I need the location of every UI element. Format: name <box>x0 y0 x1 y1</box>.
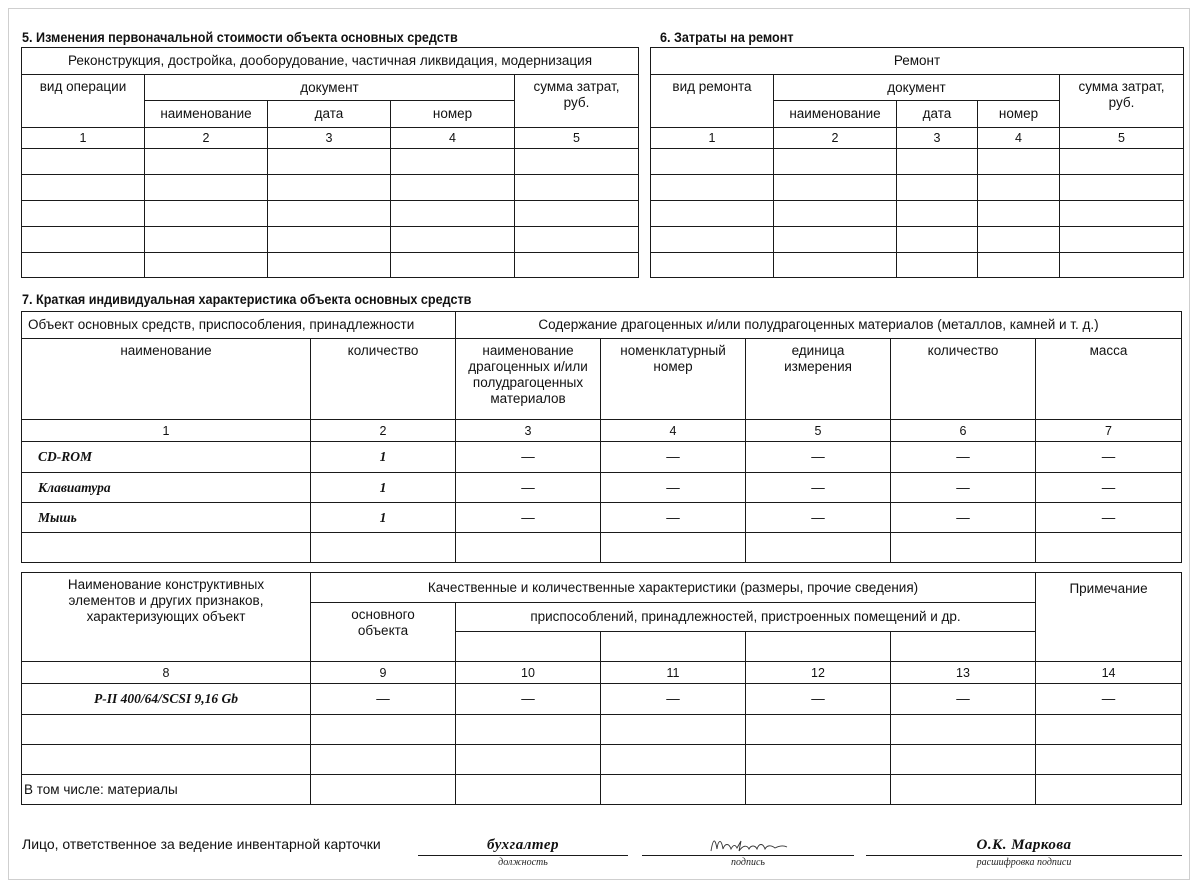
col-number: 3 <box>268 128 391 149</box>
table-cell <box>391 201 515 227</box>
empty-row <box>22 745 1182 775</box>
empty-row <box>651 253 1184 278</box>
object-quantity: 1 <box>311 442 456 473</box>
table-cell <box>22 533 311 563</box>
table-cell <box>651 253 774 278</box>
table-cell <box>311 715 456 745</box>
table-cell <box>891 533 1036 563</box>
section5-header: Реконструкция, достройка, дооборудование, частичная ликвидация, модернизация <box>22 48 639 75</box>
table-cell <box>391 227 515 253</box>
empty-row <box>22 149 639 175</box>
section6-header: Ремонт <box>651 48 1184 75</box>
table-cell <box>978 149 1060 175</box>
table-cell <box>1036 745 1182 775</box>
col-doc-name: наименование <box>145 101 268 128</box>
table-cell <box>601 745 746 775</box>
object-name: Мышь <box>22 503 311 533</box>
table-cell <box>515 175 639 201</box>
table-cell: — <box>456 503 601 533</box>
table-cell: — <box>601 503 746 533</box>
col-doc-number: номер <box>978 101 1060 128</box>
table-cell: — <box>601 684 746 715</box>
table-cell <box>601 533 746 563</box>
empty-row <box>22 201 639 227</box>
table-cell <box>145 253 268 278</box>
table-cell <box>774 227 897 253</box>
col-number: 9 <box>311 662 456 684</box>
col-note: Примечание <box>1036 573 1182 662</box>
table-cell <box>651 227 774 253</box>
name-field <box>866 835 1182 869</box>
table-cell: — <box>456 442 601 473</box>
col-cost-sum: сумма затрат, руб. <box>515 75 639 128</box>
table-cell <box>746 715 891 745</box>
table-cell <box>891 775 1036 805</box>
table-cell <box>746 632 891 662</box>
table-cell <box>515 227 639 253</box>
col-number: 4 <box>978 128 1060 149</box>
table-cell: — <box>891 684 1036 715</box>
table-cell <box>897 227 978 253</box>
col-quantity-2: количество <box>891 339 1036 420</box>
table-cell <box>22 149 145 175</box>
col-main-object: основного объекта <box>311 603 456 662</box>
table-cell <box>456 775 601 805</box>
col-number: 7 <box>1036 420 1182 442</box>
table-cell <box>891 715 1036 745</box>
table-cell <box>515 149 639 175</box>
col-doc-number: номер <box>391 101 515 128</box>
table-cell <box>978 201 1060 227</box>
table-row <box>22 503 1182 533</box>
table-cell <box>897 175 978 201</box>
col-number: 5 <box>515 128 639 149</box>
table-cell: — <box>601 473 746 503</box>
table-cell <box>601 632 746 662</box>
col-number: 13 <box>891 662 1036 684</box>
position-value: бухгалтер <box>418 835 628 856</box>
table-cell <box>456 715 601 745</box>
table-cell <box>897 149 978 175</box>
table-cell: — <box>1036 503 1182 533</box>
table-cell <box>746 533 891 563</box>
table-cell <box>1060 149 1184 175</box>
position-caption: должность <box>498 857 548 868</box>
table-cell <box>978 175 1060 201</box>
col-unit: единица измерения <box>746 339 891 420</box>
table-row <box>22 775 1182 805</box>
name-value: О.К. Маркова <box>866 835 1182 856</box>
table-cell <box>601 715 746 745</box>
col-quantity: количество <box>311 339 456 420</box>
table-cell <box>456 632 601 662</box>
table-cell: — <box>891 503 1036 533</box>
col-number: 14 <box>1036 662 1182 684</box>
table-cell <box>515 201 639 227</box>
table-cell <box>22 227 145 253</box>
table-cell: — <box>746 503 891 533</box>
table-cell: — <box>601 442 746 473</box>
section5-title: 5. Изменения первоначальной стоимости объекта основных средств <box>22 29 458 45</box>
col-accessories: приспособлений, принадлежностей, пристроенных помещений и др. <box>456 603 1036 632</box>
table-cell <box>774 175 897 201</box>
table-cell <box>311 533 456 563</box>
col-object-name: наименование <box>22 339 311 420</box>
col-document: документ <box>774 75 1060 101</box>
col-number: 2 <box>145 128 268 149</box>
element-name: P-II 400/64/SCSI 9,16 Gb <box>22 684 311 715</box>
table-cell <box>145 201 268 227</box>
table-cell <box>746 775 891 805</box>
table-cell <box>391 253 515 278</box>
col-number: 8 <box>22 662 311 684</box>
table-cell <box>774 149 897 175</box>
col-mass: масса <box>1036 339 1182 420</box>
col-operation-type: вид операции <box>22 75 145 128</box>
name-caption: расшифровка подписи <box>976 857 1072 868</box>
empty-row <box>22 175 639 201</box>
empty-row <box>651 175 1184 201</box>
signature-field <box>642 835 854 869</box>
empty-row <box>651 227 1184 253</box>
section7-title: 7. Краткая индивидуальная характеристика объекта основных средств <box>22 291 472 307</box>
table-cell <box>268 253 391 278</box>
table-cell <box>268 227 391 253</box>
responsible-person-label: Лицо, ответственное за ведение инвентарной карточки <box>22 836 381 852</box>
col-number: 4 <box>601 420 746 442</box>
object-name: CD-ROM <box>22 442 311 473</box>
table-cell <box>22 201 145 227</box>
table-cell <box>456 745 601 775</box>
col-precious-materials: наименование драгоценных и/или полудрагоценных материалов <box>456 339 601 420</box>
table-cell: — <box>746 684 891 715</box>
position-field <box>418 835 628 869</box>
section8-table <box>21 572 1182 805</box>
col-doc-date: дата <box>268 101 391 128</box>
table-cell <box>456 533 601 563</box>
table-cell <box>268 175 391 201</box>
table-cell <box>651 201 774 227</box>
col-number: 1 <box>22 128 145 149</box>
table-cell <box>391 175 515 201</box>
col-cost-sum: сумма затрат, руб. <box>1060 75 1184 128</box>
table-cell <box>515 253 639 278</box>
table-cell <box>1060 253 1184 278</box>
col-doc-name: наименование <box>774 101 897 128</box>
table-cell <box>268 149 391 175</box>
table-cell <box>897 201 978 227</box>
table-cell <box>1036 715 1182 745</box>
table-cell <box>891 745 1036 775</box>
table-cell <box>1060 201 1184 227</box>
table-cell <box>651 175 774 201</box>
object-quantity: 1 <box>311 503 456 533</box>
empty-row <box>22 533 1182 563</box>
table-cell: — <box>1036 473 1182 503</box>
empty-row <box>22 227 639 253</box>
section5-table <box>21 47 639 278</box>
table-cell: — <box>1036 442 1182 473</box>
table-cell <box>774 253 897 278</box>
table-cell: — <box>746 473 891 503</box>
table-cell <box>145 175 268 201</box>
table-cell <box>978 253 1060 278</box>
table-cell: — <box>746 442 891 473</box>
section7-header-right: Содержание драгоценных и/или полудрагоценных материалов (металлов, камней и т. д.) <box>456 312 1182 339</box>
table-cell <box>268 201 391 227</box>
table-cell <box>897 253 978 278</box>
empty-row <box>22 715 1182 745</box>
col-characteristics: Качественные и количественные характеристики (размеры, прочие сведения) <box>311 573 1036 603</box>
table-cell <box>1036 533 1182 563</box>
empty-row <box>651 201 1184 227</box>
col-number: 5 <box>746 420 891 442</box>
signature-caption: подпись <box>731 857 765 868</box>
materials-label: В том числе: материалы <box>22 775 311 805</box>
col-document: документ <box>145 75 515 101</box>
table-cell <box>978 227 1060 253</box>
col-number: 2 <box>311 420 456 442</box>
section6-title: 6. Затраты на ремонт <box>660 29 794 45</box>
table-cell <box>22 253 145 278</box>
table-cell <box>22 745 311 775</box>
table-cell <box>651 149 774 175</box>
object-name: Клавиатура <box>22 473 311 503</box>
table-cell <box>311 745 456 775</box>
table-cell <box>22 175 145 201</box>
col-number: 2 <box>774 128 897 149</box>
col-doc-date: дата <box>897 101 978 128</box>
table-cell <box>311 775 456 805</box>
object-quantity: 1 <box>311 473 456 503</box>
col-number: 10 <box>456 662 601 684</box>
col-number: 1 <box>22 420 311 442</box>
table-cell: — <box>891 473 1036 503</box>
table-cell <box>746 745 891 775</box>
table-cell <box>891 632 1036 662</box>
table-row <box>22 442 1182 473</box>
col-number: 1 <box>651 128 774 149</box>
table-cell: — <box>1036 684 1182 715</box>
col-repair-type: вид ремонта <box>651 75 774 128</box>
table-cell: — <box>891 442 1036 473</box>
table-cell <box>145 149 268 175</box>
table-cell <box>1060 175 1184 201</box>
section7-table <box>21 311 1182 563</box>
table-cell <box>774 201 897 227</box>
table-cell: — <box>456 684 601 715</box>
table-cell <box>1060 227 1184 253</box>
table-cell <box>145 227 268 253</box>
table-cell <box>601 775 746 805</box>
table-cell <box>1036 775 1182 805</box>
handwritten-signature <box>703 835 793 855</box>
section7-header-left: Объект основных средств, приспособления, принадлежности <box>22 312 456 339</box>
table-cell: — <box>311 684 456 715</box>
col-number: 12 <box>746 662 891 684</box>
empty-row <box>22 253 639 278</box>
col-number: 3 <box>456 420 601 442</box>
table-row <box>22 684 1182 715</box>
col-structural-elements: Наименование конструктивных элементов и других признаков, характеризующих объект <box>22 573 311 662</box>
col-number: 6 <box>891 420 1036 442</box>
table-cell <box>391 149 515 175</box>
table-cell <box>22 715 311 745</box>
table-row <box>22 473 1182 503</box>
signature-line <box>642 835 854 856</box>
section6-table <box>650 47 1184 278</box>
col-number: 3 <box>897 128 978 149</box>
col-number: 5 <box>1060 128 1184 149</box>
col-number: 4 <box>391 128 515 149</box>
col-nomenclature-number: номенклатурный номер <box>601 339 746 420</box>
col-number: 11 <box>601 662 746 684</box>
empty-row <box>651 149 1184 175</box>
table-cell: — <box>456 473 601 503</box>
